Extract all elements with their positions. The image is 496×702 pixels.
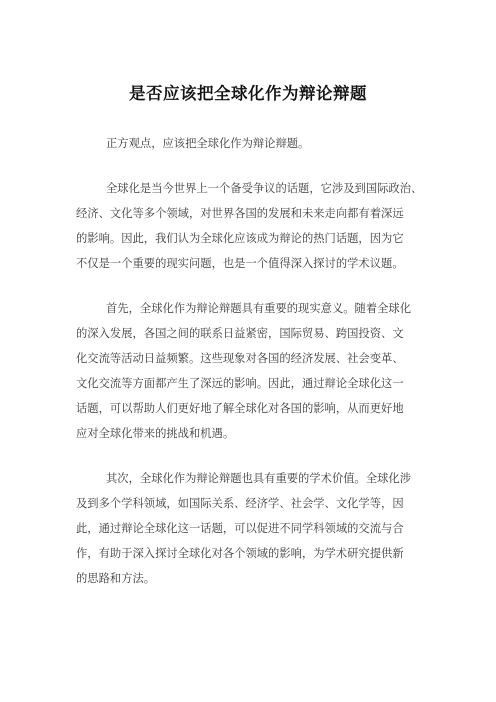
- paragraph-2-line-1: 全球化是当今世界上一个备受争议的话题，它涉及到国际政治、: [106, 182, 423, 195]
- paragraph-3-line-5: 话题，可以帮助人们更好地了解全球化对各国的影响，从而更好地: [76, 402, 404, 415]
- paragraph-3-line-3: 化交流等活动日益频繁。这些现象对各国的经济发展、社会变革、: [76, 352, 404, 365]
- paragraph-3-line-2: 的深入发展，各国之间的联系日益紧密，国际贸易、跨国投资、文: [76, 327, 404, 340]
- paragraph-1-line-1: 正方观点，应该把全球化作为辩论辩题。: [106, 137, 310, 150]
- paragraph-4-line-3: 此，通过辩论全球化这一话题，可以促进不同学科领域的交流与合: [76, 522, 404, 535]
- paragraph-2-line-2: 经济、文化等多个领域，对世界各国的发展和未来走向都有着深远: [76, 207, 404, 220]
- paragraph-3-line-6: 应对全球化带来的挑战和机遇。: [76, 427, 235, 440]
- paragraph-4-line-1: 其次，全球化作为辩论辩题也具有重要的学术价值。全球化涉: [106, 472, 412, 485]
- paragraph-3-line-1: 首先，全球化作为辩论辩题具有重要的现实意义。随着全球化: [106, 302, 412, 315]
- paragraph-2-line-3: 的影响。因此，我们认为全球化应该成为辩论的热门话题，因为它: [76, 232, 404, 245]
- paragraph-4-line-5: 的思路和方法。: [76, 572, 156, 585]
- paragraph-4-line-2: 及到多个学科领域，如国际关系、经济学、社会学、文化学等，因: [76, 497, 404, 510]
- paragraph-2-line-4: 不仅是一个重要的现实问题，也是一个值得深入探讨的学术议题。: [76, 257, 404, 270]
- paragraph-4-line-4: 作，有助于深入探讨全球化对各个领域的影响，为学术研究提供新: [76, 547, 404, 560]
- paragraph-3-line-4: 文化交流等方面都产生了深远的影响。因此，通过辩论全球化这一: [76, 377, 404, 390]
- document-title: 是否应该把全球化作为辩论辩题: [129, 84, 367, 103]
